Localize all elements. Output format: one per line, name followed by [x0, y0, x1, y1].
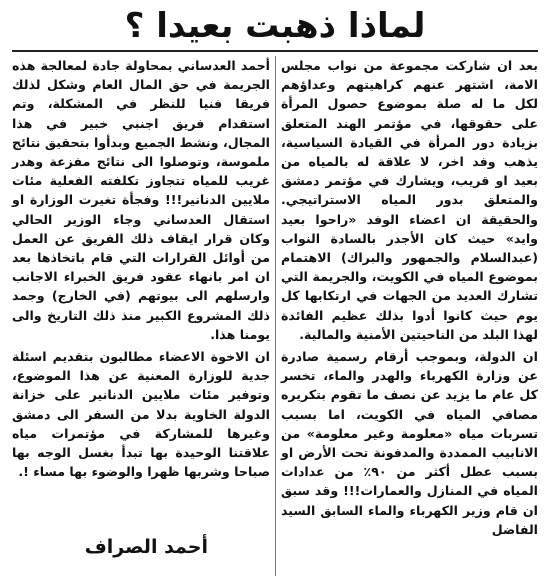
article-title: لماذا ذهبت بعيدا ؟	[124, 6, 426, 46]
title-divider	[12, 50, 538, 52]
column-divider	[275, 56, 276, 576]
paragraph: ان الاخوة الاعضاء مطالبون بتقديم اسئلة جدية للوزارة المعنية عن هذا الموضوع، وتوفير مئات ملايين الدنانير على خزانة الدولة الخاوية بدلا من السفر الى دمشق وغيرها للمشاركة في مؤتمرات مياه علاقتنا الوحيدة بها تبدأ بغسل الوجه بها صباحا وشربها ظهرا والوضوء بها مساء !.	[12, 349, 270, 480]
article-column-left	[12, 56, 270, 481]
author-signature: أحمد الصراف	[84, 536, 208, 558]
paragraph: أحمد العدساني بمحاولة جادة لمعالجة هذه الجريمة في حق المال العام وشكل لذلك فريقا فنيا للنظر في المشكلة، وتم استقدام فريق اجنبي خبير في هذا المجال، ونشط الجميع وبدأوا بتحقيق نتائج ملموسة، وتوصلوا الى نتائج مفزعة وهدر غريب للمياه تتجاوز تكلفته الفعلية مئات ملايين الدنانير!!! وفجأة تغيرت الوزارة او استقال العدساني وجاء الوزير الحالي وكان قرار ايقاف ذلك الفريق عن العمل من أوائل القرارات التي قام باتخاذها بعد ان امر بانهاء عقود فريق الخبراء الاجانب وارسلهم الى بيوتهم (في الخارج) وجمد ذلك المشروع الكبير منذ ذلك التاريخ والى يومنا هذا.	[12, 58, 270, 342]
article-column-right	[281, 56, 538, 539]
paragraph: ان الدولة، وبموجب أرقام رسمية صادرة عن وزارة الكهرباء والهدر والماء، تخسر كل عام ما يزيد عن نصف ما تقوم بتكريره مصافي المياه في الكويت، اما بسبب تسربات مياه «معلومة وغير معلومة» من الانابيب الممددة والمدفونة تحت الأرض او بسبب عطل أكثر من ٩٠٪ من عدادات المياه في المنازل والعمارات!!! وقد سبق ان قام وزير الكهرباء والماء السابق السيد الفاضل	[281, 349, 538, 537]
paragraph: بعد ان شاركت مجموعة من نواب مجلس الامة، اشتهر عنهم كراهيتهم وعداؤهم لكل ما له صلة بموضوع حصول المرأة على حقوقها، في مؤتمر الهند المتعلق بزيادة دور المرأة في القيادة السياسية، يذهب وفد اخر، لا علاقة له بالمياه من بعيد او قريب، ويشارك في مؤتمر دمشق والمتعلق بدور المياه الاستراتيجي. والحقيقة ان اعضاء الوفد «راحوا بعيد وايد» حيث كان الأجدر بالسادة النواب (عبدالسلام والجمهور والبراك) الاهتمام بموضوع المياه في الكويت، والجريمة التي تشارك العديد من الجهات في ارتكابها كل يوم حيث كانوا أدوا بذلك عظيم الفائدة لهذا البلد من الناحيتين الأمنية والمالية.	[281, 58, 538, 342]
